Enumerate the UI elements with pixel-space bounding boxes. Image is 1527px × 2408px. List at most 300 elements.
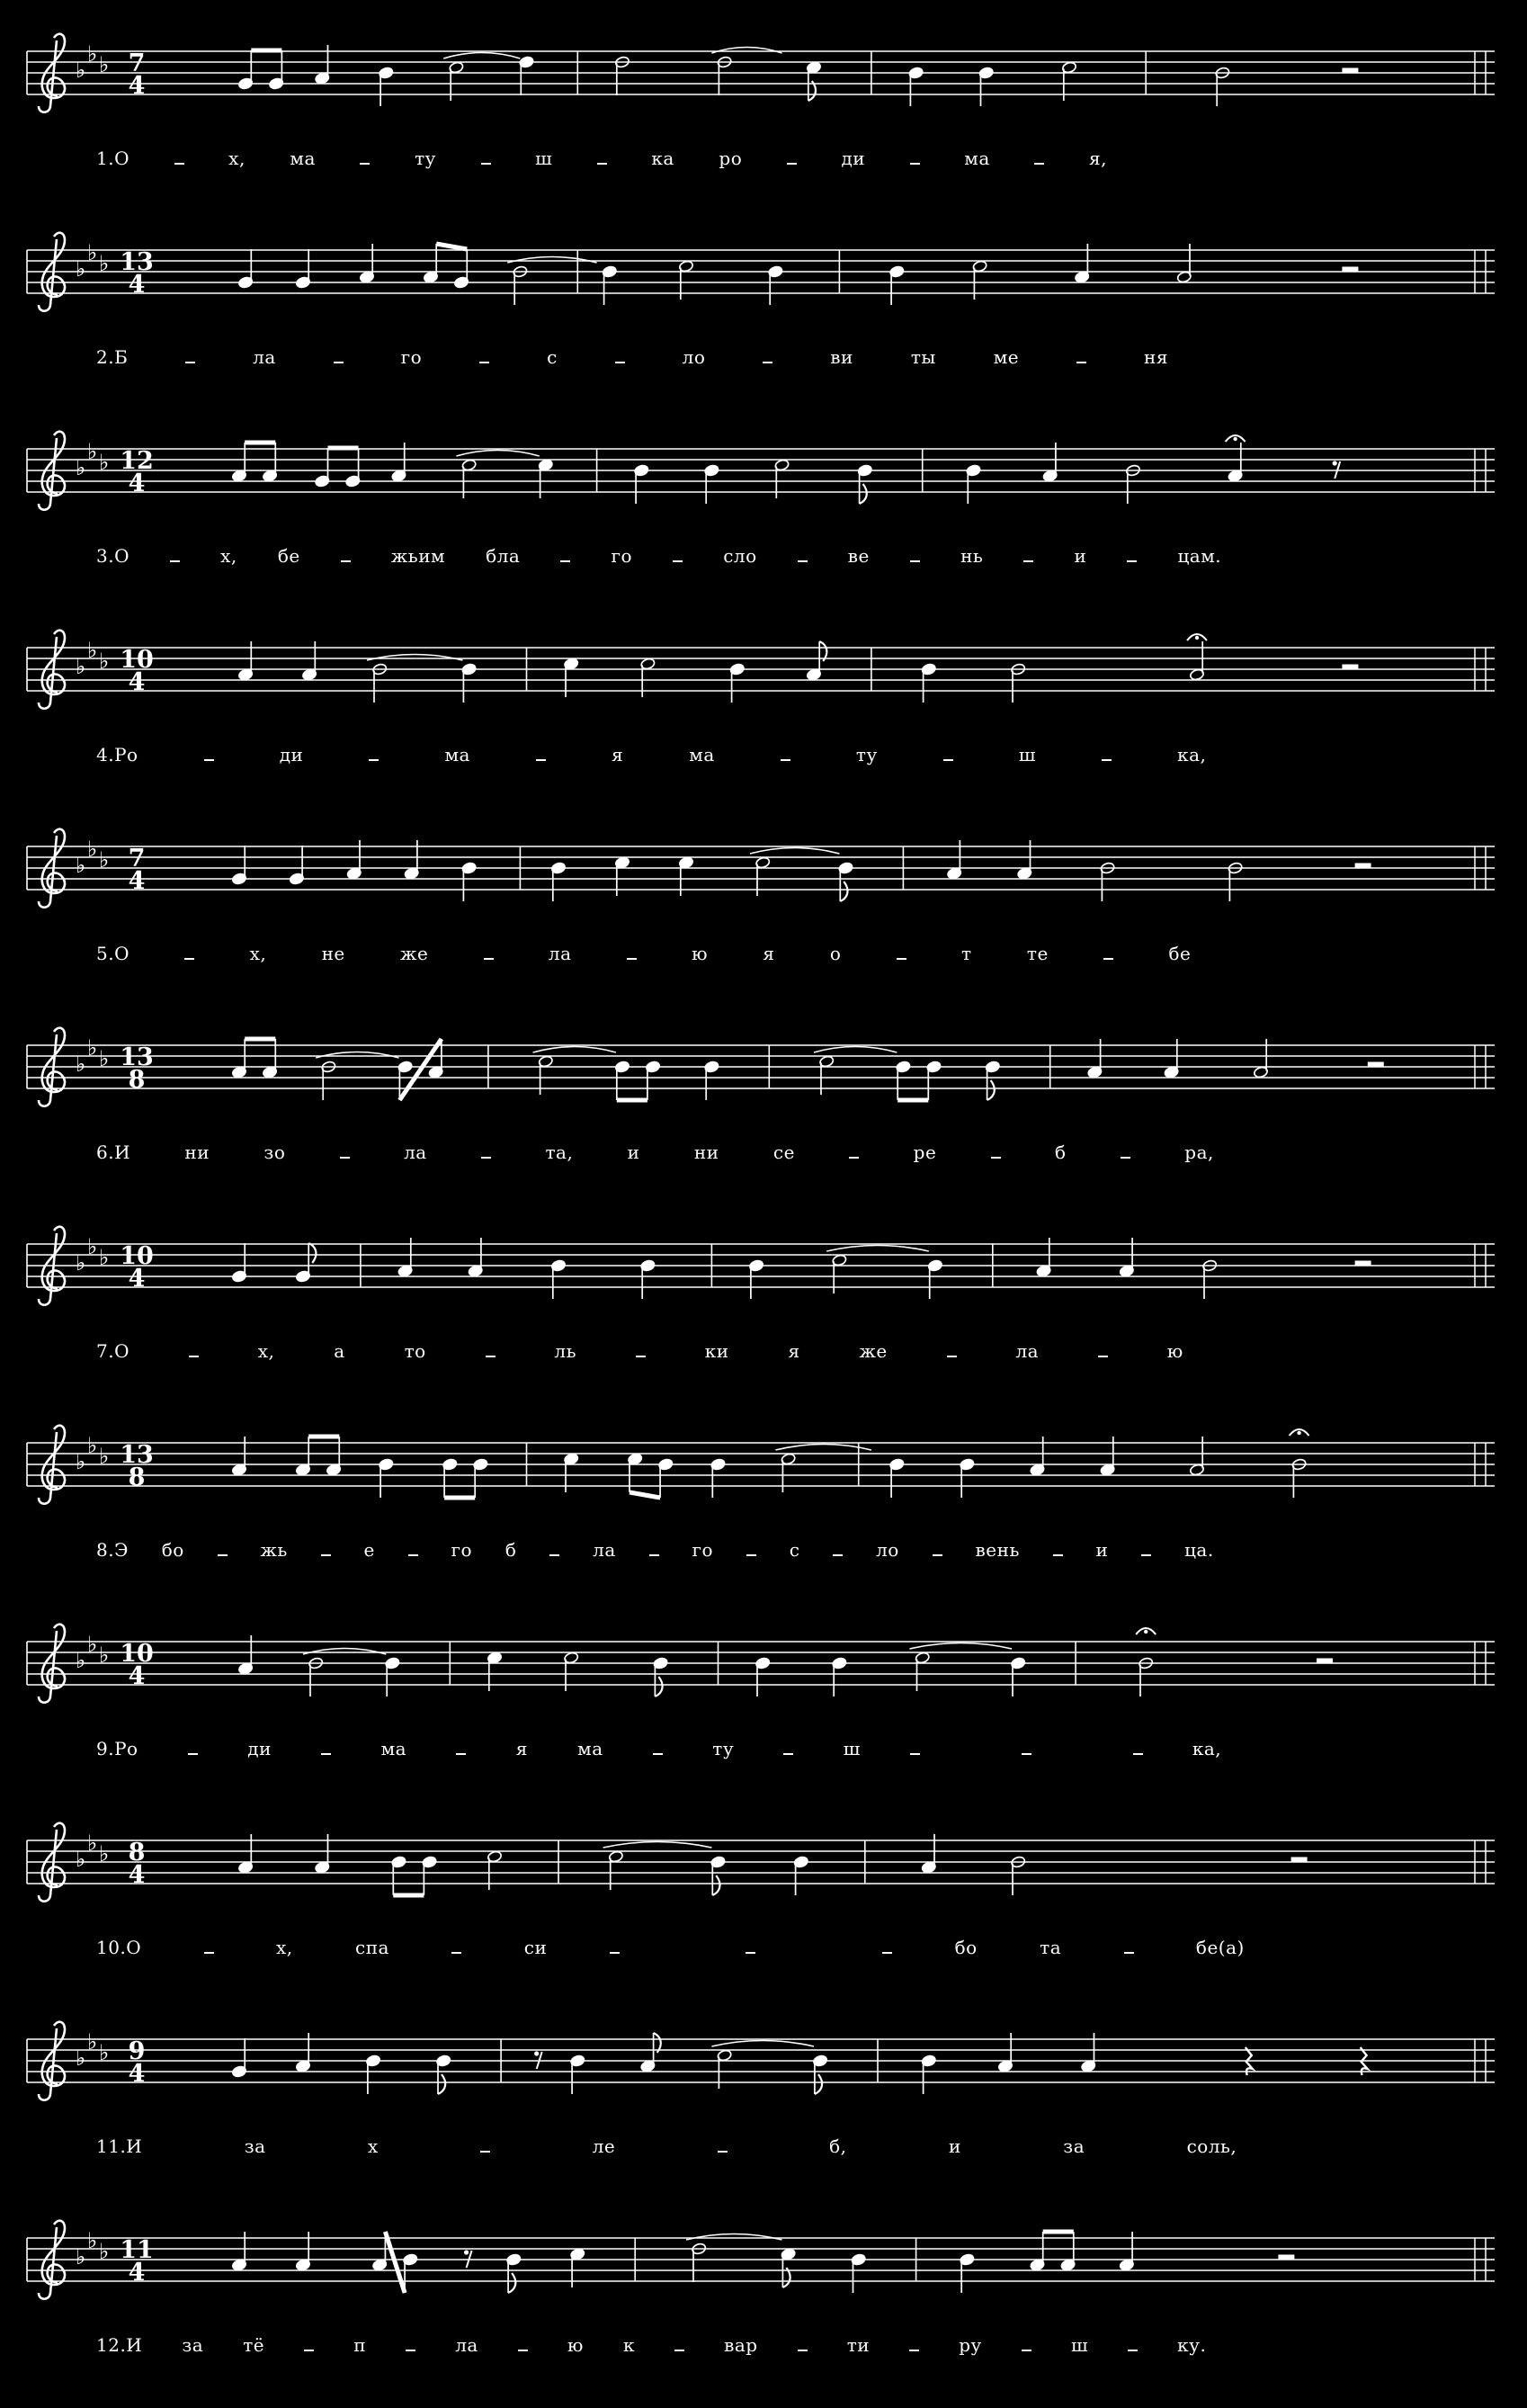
flat-icon: ♭ (87, 41, 98, 67)
syllable-separator (933, 1554, 942, 1556)
lyric-syllable: ла (404, 1141, 427, 1163)
time-signature-top: 13 (120, 1043, 154, 1071)
slur (507, 257, 596, 264)
lyric-syllable: 9.Ро (96, 1738, 138, 1759)
lyric-syllable: ро (719, 148, 743, 169)
lyrics-line (96, 545, 1221, 567)
flat-icon: ♭ (76, 455, 86, 480)
time-signature-bottom: 4 (128, 72, 146, 100)
flat-icon: ♭ (99, 847, 110, 873)
time-signature-top: 13 (120, 248, 154, 276)
lyric-syllable: 8.Э (96, 1539, 129, 1561)
lyric-syllable: ре (913, 1141, 937, 1163)
flat-icon: ♭ (99, 251, 110, 276)
lyric-syllable: 7.О (96, 1340, 129, 1362)
flat-icon: ♭ (87, 2029, 98, 2054)
syllable-separator (188, 1753, 198, 1755)
lyric-syllable: е (363, 1539, 375, 1561)
score-system (0, 210, 1527, 408)
syllable-separator (615, 362, 625, 363)
time-signature-top: 10 (120, 646, 154, 674)
syllable-separator (718, 2151, 728, 2153)
flat-icon: ♭ (87, 439, 98, 464)
syllable-separator (549, 1554, 559, 1556)
flat-icon: ♭ (76, 1449, 86, 1474)
beam (630, 1492, 660, 1498)
lyric-syllable: х, (257, 1340, 275, 1362)
staff (0, 11, 1527, 146)
flat-icon: ♭ (99, 1841, 110, 1866)
syllable-separator (486, 1356, 496, 1357)
fermata-icon (1144, 1630, 1147, 1634)
lyric-syllable: ма (964, 148, 990, 169)
eighth-flag (840, 882, 847, 901)
slur (533, 1047, 616, 1053)
lyric-syllable: к (622, 2334, 635, 2356)
lyric-syllable: и (627, 1141, 640, 1163)
lyrics-line (96, 1738, 1221, 1759)
half-rest (1368, 1062, 1384, 1067)
syllable-separator (910, 1753, 920, 1755)
syllable-separator (882, 1952, 892, 1954)
syllable-separator (627, 958, 637, 960)
time-signature-bottom: 4 (128, 1861, 146, 1889)
time-signature-bottom: 8 (128, 1464, 146, 1491)
lyric-syllable: бе (277, 545, 300, 567)
lyric-syllable: я (788, 1340, 800, 1362)
half-rest (1317, 1659, 1333, 1663)
lyric-syllable: ка, (1192, 1738, 1222, 1759)
lyric-syllable: ца. (1184, 1539, 1214, 1561)
lyric-syllable: вар (724, 2334, 758, 2356)
lyric-syllable: спа (355, 1937, 389, 1958)
eighth-flag (987, 1080, 995, 1100)
syllable-separator (480, 2151, 490, 2153)
flat-icon: ♭ (87, 638, 98, 663)
fermata-icon (1195, 636, 1199, 640)
half-rest (1291, 1857, 1308, 1862)
staff (0, 408, 1527, 543)
lyric-syllable: ш (1070, 2334, 1089, 2356)
slur (711, 2041, 814, 2047)
syllable-separator (787, 163, 797, 165)
eighth-flag (815, 2074, 822, 2094)
lyric-syllable: та (1040, 1937, 1062, 1958)
syllable-separator (849, 1157, 859, 1159)
lyric-syllable: 10.О (96, 1937, 142, 1958)
lyric-syllable: и (1095, 1539, 1109, 1561)
lyrics-line (96, 2334, 1206, 2356)
slur (711, 48, 781, 54)
lyric-syllable: я (763, 943, 775, 964)
lyric-syllable: ту (415, 148, 436, 169)
flat-icon: ♭ (87, 837, 98, 862)
beam (436, 244, 467, 249)
flat-icon: ♭ (87, 240, 98, 265)
flat-icon: ♭ (99, 52, 110, 77)
lyric-syllable: ме (993, 346, 1020, 368)
syllable-separator (481, 1157, 491, 1159)
syllable-separator (1121, 1157, 1130, 1159)
eighth-flag (712, 1875, 719, 1895)
flat-icon: ♭ (87, 1433, 98, 1458)
syllable-separator (910, 560, 920, 562)
syllable-separator (673, 560, 683, 562)
syllable-separator (369, 759, 379, 761)
score-system (0, 1204, 1527, 1402)
lyric-syllable: го (400, 346, 423, 368)
syllable-separator (479, 362, 489, 363)
syllable-separator (1103, 958, 1113, 960)
lyric-syllable: 5.О (96, 943, 129, 964)
lyric-syllable: бе (1168, 943, 1192, 964)
slur (367, 655, 463, 661)
beam (385, 2232, 405, 2293)
syllable-separator (184, 958, 194, 960)
lyric-syllable: т (961, 943, 972, 964)
score-system (0, 1999, 1527, 2198)
flat-icon: ♭ (76, 853, 86, 878)
syllable-separator (1128, 2350, 1138, 2351)
syllable-separator (560, 560, 570, 562)
time-signature-top: 12 (120, 447, 154, 475)
lyric-syllable: б (505, 1539, 517, 1561)
lyrics-line (96, 1539, 1214, 1561)
syllable-separator (340, 1157, 350, 1159)
lyric-syllable: х (368, 2135, 379, 2157)
half-rest (1342, 665, 1358, 669)
lyric-syllable: ло (876, 1539, 899, 1561)
syllable-separator (481, 163, 491, 165)
lyric-syllable: ло (682, 346, 706, 368)
lyric-syllable: зо (263, 1141, 286, 1163)
staff (0, 2198, 1527, 2332)
lyric-syllable: х, (249, 943, 267, 964)
flat-icon: ♭ (76, 1648, 86, 1673)
syllable-separator (746, 1952, 755, 1954)
syllable-separator (1076, 362, 1086, 363)
score-system (0, 1601, 1527, 1800)
lyric-syllable: ю (567, 2334, 584, 2356)
lyric-syllable: соль, (1186, 2135, 1237, 2157)
syllable-separator (204, 759, 214, 761)
syllable-separator (947, 1356, 957, 1357)
score-system (0, 1005, 1527, 1204)
syllable-separator (218, 1554, 228, 1556)
flat-icon: ♭ (99, 2239, 110, 2264)
time-signature-bottom: 4 (128, 1662, 146, 1690)
syllable-separator (781, 759, 790, 761)
staff (0, 1800, 1527, 1935)
lyric-syllable: ви (830, 346, 853, 368)
time-signature-top: 9 (128, 2037, 146, 2065)
slur (686, 2234, 782, 2241)
flat-icon: ♭ (76, 58, 86, 83)
flat-icon: ♭ (99, 1444, 110, 1469)
syllable-separator (321, 1753, 331, 1755)
syllable-separator (1022, 1753, 1031, 1755)
half-rest (1278, 2255, 1294, 2260)
slur (750, 848, 839, 855)
lyric-syllable: б, (829, 2135, 847, 2157)
syllable-separator (456, 1753, 466, 1755)
lyric-syllable: ль (554, 1340, 577, 1362)
lyric-syllable: ла (455, 2334, 478, 2356)
lyric-syllable: ки (704, 1340, 729, 1362)
time-signature-bottom: 4 (128, 2060, 146, 2088)
syllable-separator (341, 560, 351, 562)
flat-icon: ♭ (99, 1046, 110, 1071)
lyric-syllable: го (692, 1539, 713, 1561)
lyric-syllable: ла (593, 1539, 616, 1561)
score-system (0, 408, 1527, 607)
lyric-syllable: ма (577, 1738, 603, 1759)
lyric-syllable: 12.И (96, 2334, 143, 2356)
syllable-separator (1022, 2350, 1031, 2351)
lyric-syllable: ди (841, 148, 866, 169)
flat-icon: ♭ (87, 1035, 98, 1061)
lyric-syllable: ла (253, 346, 276, 368)
lyric-syllable: ка (651, 148, 674, 169)
score-system (0, 11, 1527, 210)
syllable-separator (170, 560, 180, 562)
lyrics-line (96, 2135, 1237, 2157)
eighth-flag (860, 484, 867, 504)
flat-icon: ♭ (87, 1831, 98, 1856)
syllable-separator (321, 1554, 331, 1556)
staff (0, 1999, 1527, 2134)
time-signature-bottom: 4 (128, 271, 146, 299)
lyric-syllable: цам. (1177, 545, 1222, 567)
lyric-syllable: го (611, 545, 633, 567)
lyric-syllable: за (244, 2135, 266, 2157)
eighth-flag (655, 1677, 662, 1696)
staff (0, 210, 1527, 345)
lyric-syllable: 2.Б (96, 346, 129, 368)
lyric-syllable: ру (959, 2334, 982, 2356)
lyric-syllable: 11.И (96, 2135, 143, 2157)
syllable-separator (1141, 1554, 1151, 1556)
eighth-rest (464, 2250, 469, 2254)
fermata-icon (1233, 437, 1237, 441)
syllable-separator (518, 2350, 528, 2351)
lyric-syllable: ка, (1177, 744, 1207, 765)
slur (910, 1643, 1013, 1650)
syllable-separator (189, 1356, 199, 1357)
syllable-separator (204, 1952, 214, 1954)
syllable-separator (360, 163, 370, 165)
half-rest (1355, 864, 1371, 868)
flat-icon: ♭ (99, 2040, 110, 2065)
syllable-separator (484, 958, 494, 960)
flat-icon: ♭ (99, 450, 110, 475)
lyric-syllable: бо (161, 1539, 184, 1561)
time-signature-bottom: 4 (128, 867, 146, 895)
time-signature-top: 7 (128, 845, 146, 873)
time-signature-top: 7 (128, 49, 146, 77)
lyric-syllable: ве (847, 545, 870, 567)
lyric-syllable: 1.О (96, 148, 129, 169)
lyric-syllable: ш (843, 1738, 861, 1759)
flat-icon: ♭ (87, 2228, 98, 2253)
slur (775, 1445, 871, 1451)
flat-icon: ♭ (76, 2045, 86, 2071)
lyric-syllable: ди (247, 1738, 272, 1759)
syllable-separator (674, 2350, 684, 2351)
time-signature-top: 10 (120, 1242, 154, 1270)
lyric-syllable: си (523, 1937, 548, 1958)
lyric-syllable: ни (184, 1141, 210, 1163)
half-rest (1342, 267, 1358, 272)
lyric-syllable: ку. (1177, 2334, 1207, 2356)
lyric-syllable: вень (975, 1539, 1020, 1561)
score-system (0, 607, 1527, 806)
eighth-rest (1333, 461, 1337, 465)
flat-icon: ♭ (99, 649, 110, 674)
flat-icon: ♭ (76, 1847, 86, 1872)
syllable-separator (451, 1952, 461, 1954)
lyric-syllable: п (353, 2334, 367, 2356)
lyric-syllable: же (400, 943, 429, 964)
syllable-separator (746, 1554, 756, 1556)
lyric-syllable: б (1055, 1141, 1067, 1163)
flat-icon: ♭ (99, 1245, 110, 1270)
lyric-syllable: ня (1144, 346, 1168, 368)
syllable-separator (1133, 1753, 1143, 1755)
syllable-separator (909, 2350, 919, 2351)
lyric-syllable: я, (1088, 148, 1107, 169)
staff (0, 1204, 1527, 1338)
lyric-syllable: ди (279, 744, 304, 765)
syllable-separator (610, 1952, 620, 1954)
lyric-syllable: то (404, 1340, 426, 1362)
lyric-syllable: ма (444, 744, 470, 765)
lyric-syllable: та, (545, 1141, 574, 1163)
time-signature-bottom: 4 (128, 1265, 146, 1293)
lyrics-line (96, 1340, 1183, 1362)
lyrics-line (96, 148, 1107, 169)
lyric-syllable: го (451, 1539, 473, 1561)
lyric-syllable: и (949, 2135, 961, 2157)
syllable-separator (304, 2350, 314, 2351)
slur (303, 1649, 386, 1655)
slur (814, 1047, 897, 1053)
flat-icon: ♭ (76, 256, 86, 282)
syllable-separator (185, 362, 195, 363)
lyric-syllable: бе(а) (1195, 1937, 1245, 1958)
staff (0, 806, 1527, 941)
lyric-syllable: за (1063, 2135, 1085, 2157)
lyric-syllable: ла (1015, 1340, 1040, 1362)
lyric-syllable: ш (535, 148, 553, 169)
syllable-separator (763, 362, 772, 363)
lyric-syllable: 4.Ро (96, 744, 138, 765)
syllable-separator (910, 163, 920, 165)
syllable-separator (1124, 1952, 1134, 1954)
lyrics-line (96, 346, 1168, 368)
syllable-separator (636, 1356, 646, 1357)
lyric-syllable: ту (712, 1738, 735, 1759)
syllable-separator (536, 759, 546, 761)
flat-icon: ♭ (99, 1643, 110, 1668)
lyric-syllable: с (547, 346, 558, 368)
flat-icon: ♭ (87, 1632, 98, 1657)
time-signature-top: 8 (128, 1839, 146, 1866)
lyrics-line (96, 943, 1191, 964)
lyric-syllable: ма (380, 1738, 407, 1759)
half-rest (1342, 68, 1358, 73)
time-signature-bottom: 4 (128, 2259, 146, 2287)
lyric-syllable: ни (693, 1141, 719, 1163)
syllable-separator (408, 1554, 418, 1556)
syllable-separator (798, 2350, 808, 2351)
lyric-syllable: я (612, 744, 624, 765)
lyric-syllable: ма (290, 148, 316, 169)
eighth-flag (508, 2273, 515, 2293)
lyric-syllable: а (334, 1340, 345, 1362)
lyric-syllable: ле (592, 2135, 616, 2157)
time-signature-top: 10 (120, 1640, 154, 1668)
time-signature-bottom: 4 (128, 470, 146, 497)
lyrics-line (96, 1937, 1245, 1958)
lyric-syllable: с (789, 1539, 800, 1561)
lyrics-line (96, 744, 1206, 765)
fermata-icon (1297, 1431, 1300, 1435)
flat-icon: ♭ (76, 1052, 86, 1077)
lyric-syllable: те (1026, 943, 1049, 964)
lyric-syllable: жь (260, 1539, 288, 1561)
lyric-syllable: же (859, 1340, 888, 1362)
lyric-syllable: ю (1166, 1340, 1183, 1362)
syllable-separator (798, 560, 808, 562)
syllable-separator (783, 1753, 793, 1755)
lyric-syllable: нь (960, 545, 984, 567)
lyric-syllable: ма (689, 744, 715, 765)
lyric-syllable: ш (1018, 744, 1036, 765)
lyric-syllable: х, (275, 1937, 293, 1958)
time-signature-bottom: 4 (128, 668, 146, 696)
syllable-separator (991, 1157, 1001, 1159)
slur (443, 53, 520, 59)
lyric-syllable: бла (486, 545, 521, 567)
flat-icon: ♭ (76, 654, 86, 679)
lyric-syllable: за (182, 2334, 204, 2356)
lyric-syllable: ю (692, 943, 709, 964)
syllable-separator (833, 1554, 843, 1556)
lyric-syllable: х, (220, 545, 237, 567)
eighth-flag (438, 2074, 445, 2094)
score-system (0, 2198, 1527, 2396)
staff (0, 1005, 1527, 1140)
syllable-separator (1102, 759, 1112, 761)
score-system (0, 806, 1527, 1005)
time-signature-top: 11 (120, 2236, 154, 2264)
syllable-separator (897, 958, 906, 960)
half-rest (1355, 1261, 1371, 1266)
lyric-syllable: ла (548, 943, 572, 964)
time-signature-top: 13 (120, 1441, 154, 1469)
syllable-separator (653, 1753, 663, 1755)
lyric-syllable: 3.О (96, 545, 129, 567)
lyric-syllable: ти (846, 2334, 871, 2356)
time-signature-bottom: 8 (128, 1066, 146, 1094)
staff (0, 1402, 1527, 1537)
eighth-rest (534, 2051, 539, 2055)
lyric-syllable: о (829, 943, 842, 964)
flat-icon: ♭ (87, 1234, 98, 1259)
lyric-syllable: я (515, 1738, 528, 1759)
syllable-separator (174, 163, 184, 165)
